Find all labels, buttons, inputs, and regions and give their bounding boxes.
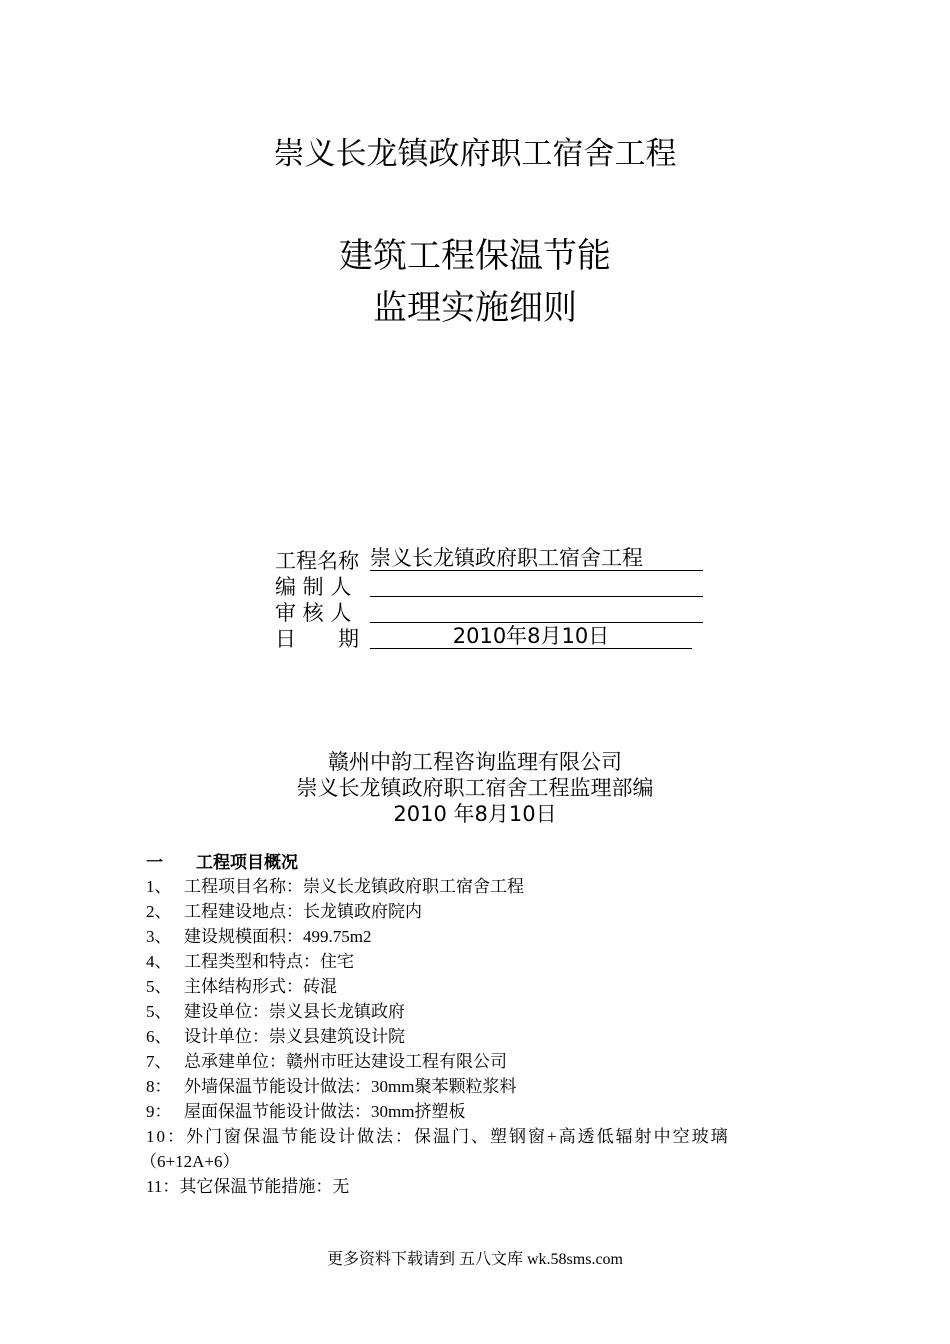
item-text: 设计单位：崇义县建筑设计院 xyxy=(184,1027,405,1046)
section-heading xyxy=(146,848,298,873)
item-text: 总承建单位：赣州市旺达建设工程有限公司 xyxy=(184,1052,507,1071)
item-text: 主体结构形式：砖混 xyxy=(184,977,337,996)
item-number: 10： xyxy=(146,1127,186,1146)
list-item xyxy=(146,1097,465,1122)
item-number: 9： xyxy=(146,1102,172,1121)
list-item xyxy=(146,922,371,947)
list-item xyxy=(146,872,524,897)
item-text: 建设单位：崇义县长龙镇政府 xyxy=(184,1002,405,1021)
item-number: 4、 xyxy=(146,952,172,971)
item-text: 工程建设地点：长龙镇政府院内 xyxy=(184,902,422,921)
page-footer: 更多资料下载请到 五八文库 wk.58sms.com xyxy=(326,1251,623,1268)
list-item-continuation xyxy=(140,1147,239,1172)
item-number: 5、 xyxy=(146,1002,172,1021)
item-number: 2、 xyxy=(146,902,172,921)
item-text: 屋面保温节能设计做法：30mm挤塑板 xyxy=(184,1102,466,1121)
list-item xyxy=(146,897,422,922)
info-reviewer-label: 审 核 人 xyxy=(275,601,352,625)
cover-doc-title-line1: 建筑工程保温节能 xyxy=(339,236,611,276)
section-title: 工程项目概况 xyxy=(196,853,298,873)
item-number: 8： xyxy=(146,1077,172,1096)
list-item xyxy=(146,1172,349,1197)
item-number: 11： xyxy=(146,1177,180,1196)
info-name-label: 工程名称 xyxy=(275,549,359,573)
item-text: 外墙保温节能设计做法：30mm聚苯颗粒浆料 xyxy=(184,1077,517,1096)
org-date: 2010 年8月10日 xyxy=(393,802,557,826)
item-text: 工程项目名称：崇义长龙镇政府职工宿舍工程 xyxy=(184,877,524,896)
item-text: （6+12A+6） xyxy=(140,1152,240,1171)
list-item xyxy=(146,997,405,1022)
list-item xyxy=(146,1047,507,1072)
item-number: 7、 xyxy=(146,1052,172,1071)
item-text: 外门窗保温节能设计做法：保温门、塑钢窗+高透低辐射中空玻璃 xyxy=(186,1127,730,1146)
cover-project-title: 崇义长龙镇政府职工宿舍工程 xyxy=(273,136,677,172)
list-item xyxy=(146,972,337,997)
info-editor-value xyxy=(370,572,703,597)
section-number: 一 xyxy=(146,853,163,873)
info-name-value: 崇义长龙镇政府职工宿舍工程 xyxy=(370,546,703,571)
item-number: 1、 xyxy=(146,877,172,896)
info-date-value: 2010年8月10日 xyxy=(370,624,692,649)
item-number: 6、 xyxy=(146,1027,172,1046)
info-reviewer-value xyxy=(370,598,703,623)
item-text: 工程类型和特点：住宅 xyxy=(184,952,354,971)
org-department: 崇义长龙镇政府职工宿舍工程监理部编 xyxy=(296,776,654,800)
info-row-date xyxy=(275,624,692,654)
item-text: 其它保温节能措施：无 xyxy=(179,1177,350,1196)
info-date-label: 日 期 xyxy=(275,627,359,651)
item-text: 建设规模面积：499.75m2 xyxy=(184,927,372,946)
item-number: 5、 xyxy=(146,977,172,996)
item-number: 3、 xyxy=(146,927,172,946)
list-item xyxy=(146,1122,730,1147)
cover-doc-title-line2: 监理实施细则 xyxy=(373,288,577,328)
list-item xyxy=(146,1022,405,1047)
list-item xyxy=(146,1072,516,1097)
list-item xyxy=(146,947,354,972)
org-company: 赣州中韵工程咨询监理有限公司 xyxy=(328,750,622,774)
info-editor-label: 编 制 人 xyxy=(275,575,352,599)
